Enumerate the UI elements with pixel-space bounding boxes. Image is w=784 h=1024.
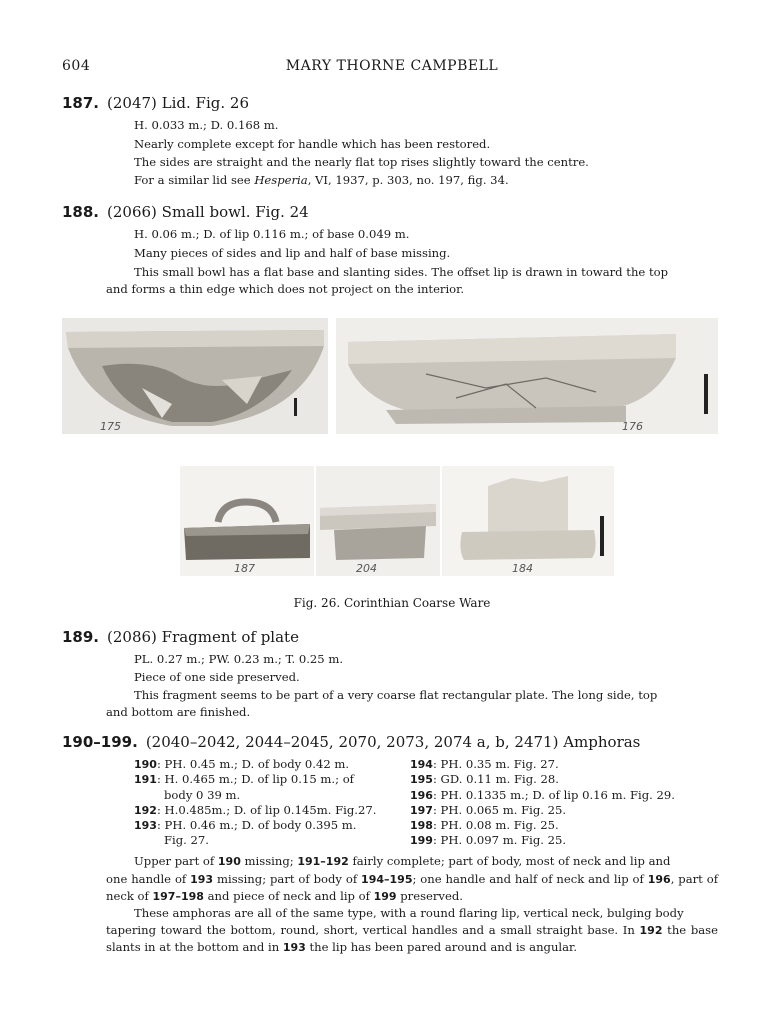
entry-188-description xyxy=(106,264,718,297)
amphora-item: 195: GD. 0.11 m. Fig. 28. xyxy=(410,772,559,787)
photo-label-184: 184 xyxy=(512,562,533,575)
entry-189-heading xyxy=(62,628,299,646)
entry-187-line-2: The sides are straight and the nearly flat top rises slightly toward the centre. xyxy=(134,155,589,169)
entry-title: (2086) Fragment of plate xyxy=(107,628,299,646)
amphora-item: 199: PH. 0.097 m. Fig. 25. xyxy=(410,833,567,848)
amphora-item-continued: Fig. 27. xyxy=(164,833,209,848)
bowl-175-illustration xyxy=(62,318,328,434)
entry-187-reference xyxy=(134,173,509,187)
photo-187-lid xyxy=(180,466,314,576)
amphora-description-paragraph xyxy=(106,905,718,957)
page-number: 604 xyxy=(62,58,91,74)
running-title: MARY THORNE CAMPBELL xyxy=(285,58,499,74)
para-line: part of neck of 197–198 and piece of neck and lip of 199 preserved. xyxy=(106,871,719,903)
para-line: tapering toward the bottom, round, short, vertical handles and a small straight base. In 192 the xyxy=(106,922,687,937)
entry-number: 189. xyxy=(62,628,100,646)
amphora-item: 194: PH. 0.35 m. Fig. 27. xyxy=(410,757,559,771)
ref-prefix: For a similar lid see xyxy=(134,173,255,187)
para-line: and forms a thin edge which does not project on the interior. xyxy=(106,281,465,296)
amphora-item: 196: PH. 0.1335 m.; D. of lip 0.16 m. Fig. 29. xyxy=(410,787,675,802)
photo-label-204: 204 xyxy=(356,562,377,575)
photo-label-175: 175 xyxy=(100,420,121,433)
photo-176-basin xyxy=(336,318,718,434)
entry-187-dimensions: H. 0.033 m.; D. 0.168 m. xyxy=(134,118,279,132)
entry-190-199-heading xyxy=(62,733,640,751)
para-line: one handle of 193 missing; part of body of 194–195; one handle and half of neck and lip of 196, xyxy=(106,871,675,886)
photo-204-fragment xyxy=(316,466,440,576)
amphora-item: 190: PH. 0.45 m.; D. of body 0.42 m. xyxy=(134,757,350,771)
para-line: This small bowl has a flat base and slanting sides. The offset lip is drawn in toward the top xyxy=(134,265,669,279)
amphora-list-left xyxy=(134,757,376,849)
entry-187-line-1: Nearly complete except for handle which has been restored. xyxy=(134,137,491,151)
photo-184-stand xyxy=(442,466,614,576)
entry-number: 188. xyxy=(62,203,100,221)
para-line: These amphoras are all of the same type, with a round flaring lip, vertical neck, bulging body xyxy=(134,906,684,920)
entry-number: 190–199. xyxy=(62,733,138,751)
fragment-204-illustration xyxy=(316,466,440,576)
photo-175-bowl xyxy=(62,318,328,434)
amphora-item: 191: H. 0.465 m.; D. of lip 0.15 m.; of xyxy=(134,772,354,787)
amphora-item: 193: PH. 0.46 m.; D. of body 0.395 m. xyxy=(134,818,357,833)
entry-188-line-1: Many pieces of sides and lip and half of base missing. xyxy=(134,246,451,260)
entry-188-heading xyxy=(62,203,309,221)
entry-187-heading xyxy=(62,94,249,112)
entry-title: (2066) Small bowl. Fig. 24 xyxy=(107,203,309,221)
entry-title: (2040–2042, 2044–2045, 2070, 2073, 2074 a, b, 2471) Amphoras xyxy=(145,733,641,751)
para-line: and bottom are finished. xyxy=(106,704,251,719)
amphora-preservation-paragraph xyxy=(106,853,718,906)
amphora-item: 197: PH. 0.065 m. Fig. 25. xyxy=(410,802,567,817)
running-head xyxy=(62,58,722,80)
ref-journal: Hesperia xyxy=(254,173,308,187)
entry-189-description xyxy=(106,687,718,720)
photo-label-176: 176 xyxy=(622,420,643,433)
amphora-item: 198: PH. 0.08 m. Fig. 25. xyxy=(410,818,559,833)
entry-title: (2047) Lid. Fig. 26 xyxy=(107,94,249,112)
para-line: Upper part of 190 missing; 191–192 fairly complete; part of body, most of neck and lip and xyxy=(134,854,671,868)
entry-189-line-1: Piece of one side preserved. xyxy=(134,670,300,684)
amphora-item: 192: H.0.485m.; D. of lip 0.145m. Fig.27. xyxy=(134,802,377,817)
amphora-item-continued: body 0 39 m. xyxy=(164,787,241,802)
entry-188-dimensions: H. 0.06 m.; D. of lip 0.116 m.; of base 0.049 m. xyxy=(134,227,410,241)
para-line: base slants in at the bottom and in 193 the lip has been pared around and is angular. xyxy=(106,922,718,954)
lid-187-illustration xyxy=(180,466,314,576)
figure-caption: Fig. 26. Corinthian Coarse Ware xyxy=(293,596,491,610)
amphora-list-right xyxy=(410,757,675,849)
para-line: This fragment seems to be part of a very coarse flat rectangular plate. The long side, top xyxy=(134,688,658,702)
ref-suffix: , VI, 1937, p. 303, no. 197, fig. 34. xyxy=(307,173,509,187)
entry-189-dimensions: PL. 0.27 m.; PW. 0.23 m.; T. 0.25 m. xyxy=(134,652,344,666)
entry-number: 187. xyxy=(62,94,100,112)
basin-176-illustration xyxy=(336,318,718,434)
stand-184-illustration xyxy=(442,466,614,576)
photo-label-187: 187 xyxy=(234,562,255,575)
